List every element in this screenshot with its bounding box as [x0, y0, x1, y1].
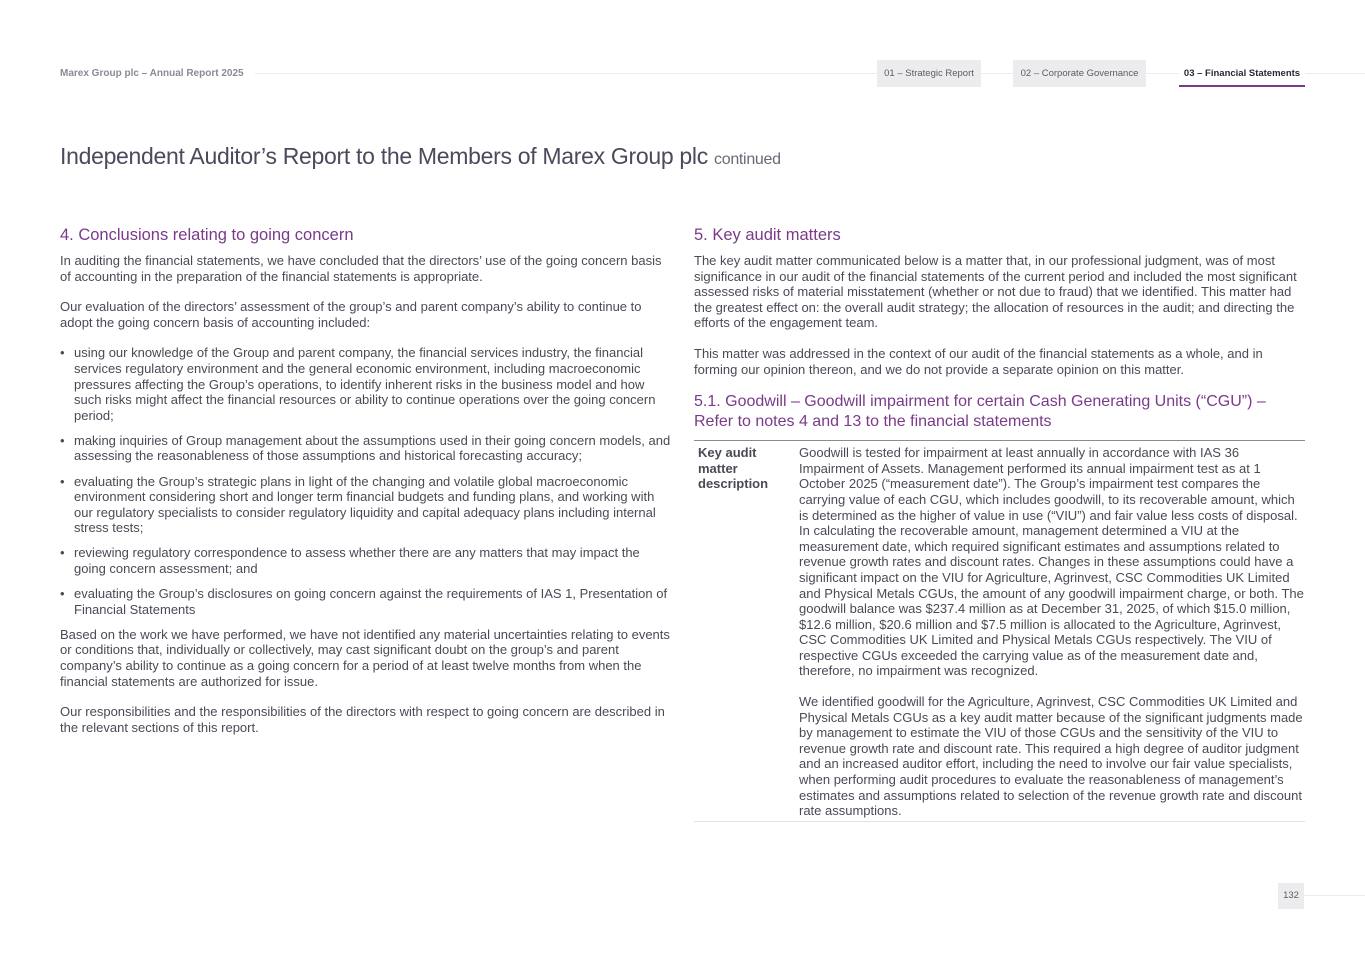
key-audit-matter-table — [694, 440, 1305, 822]
list-item: • evaluating the Group’s strategic plans in light of the changing and volatile global macroeconomic environment considering short and longer term financial budgets and funding plans, and working with our regulatory specialists to consider regulatory liquidity and capital adequacy plans including internal stress tests; — [60, 474, 672, 536]
kam-description — [799, 445, 1305, 819]
paragraph: Goodwill is tested for impairment at least annually in accordance with IAS 36 Impairment of Assets. Management performed its annual impairment test as at 1 October 2025 (“measurement date”). The Group’s impairment test compares the carrying value of each CGU, which includes goodwill, to its recoverable amount, which is determined as the higher of value in use (“VIU”) and fair value less costs of disposal. In calculating the recoverable amount, management determined a VIU at the measurement date, which required significant estimates and assumptions related to revenue growth rates and discount rates. Changes in these assumptions could have a significant impact on the VIU for Agriculture, Agrinvest, CSC Commodities UK Limited and Physical Metals CGUs, the amount of any goodwill impairment charge, or both. The goodwill balance was $237.4 million as at December 31, 2025, of which $15.0 million, $12.6 million, $20.6 million and $7.5 million is allocated to the Agriculture, Agrinvest, CSC Commodities UK Limited and Physical Metals CGUs respectively. The VIU of respective CGUs exceeded the carrying value as of the measurement date and, therefore, no impairment was recognized. — [799, 445, 1304, 679]
paragraph: Based on the work we have performed, we have not identified any material uncertainties relating to events or conditions that, individually or collectively, may cast significant doubt on the group’s and parent company’s ability to continue as a going concern for a period of at least twelve months from when the financial statements are authorized for issue. — [60, 626, 670, 689]
going-concern-heading: 4. Conclusions relating to going concern — [60, 226, 354, 244]
tab-strategic-report[interactable]: 01 – Strategic Report — [877, 60, 981, 87]
key-audit-matters-heading: 5. Key audit matters — [694, 226, 841, 244]
paragraph: In auditing the financial statements, we have concluded that the directors’ use of the going concern basis of accounting in the preparation of the financial statements is appropriate. — [60, 253, 662, 284]
bullet-list — [60, 345, 672, 617]
page-title-main: Independent Auditor’s Report to the Members of Marex Group plc — [60, 143, 708, 169]
list-item: • reviewing regulatory correspondence to assess whether there are any matters that may impact the going concern assessment; and — [60, 545, 672, 576]
list-item: • making inquiries of Group management about the assumptions used in their going concern models, and assessing the reasonableness of those assumptions and historical forecasting accuracy; — [60, 433, 672, 464]
footer-rule — [1304, 895, 1365, 896]
kam-label: Key audit matter description — [698, 445, 769, 492]
goodwill-subheading: 5.1. Goodwill – Goodwill impairment for certain Cash Generating Units (“CGU”) – Refer to notes 4 and 13 to the financial statements — [694, 393, 1266, 430]
list-item: • using our knowledge of the Group and parent company, the financial services industry, the financial services regulatory environment and the general economic environment, including macroeconomic pressures affecting the Group’s operations, to identify inherent risks in the business model and how such risks might affect the financial resources or ability to continue operations over the going concern period; — [60, 345, 672, 423]
list-item: • evaluating the Group’s disclosures on going concern against the requirements of IAS 1, Presentation of Financial Statements — [60, 586, 672, 617]
page-title-continued: continued — [714, 151, 781, 168]
paragraph: Our evaluation of the directors’ assessment of the group’s and parent company’s ability to continue to adopt the going concern basis of accounting included: — [60, 299, 642, 330]
paragraph: This matter was addressed in the context of our audit of the financial statements as a whole, and in forming our opinion thereon, and we do not provide a separate opinion on this matter. — [694, 345, 1263, 377]
report-name: Marex Group plc – Annual Report 2025 — [60, 68, 252, 79]
paragraph: The key audit matter communicated below is a matter that, in our professional judgment, was of most significance in our audit of the financial statements of the current period and included the most significant assessed risks of material misstatement (whether or not due to fraud) that we identified. This matter had the greatest effect on: the overall audit strategy; the allocation of resources in the audit; and directing the efforts of the engagement team. — [694, 253, 1297, 331]
paragraph: We identified goodwill for the Agriculture, Agrinvest, CSC Commodities UK Limited and Physical Metals CGUs as a key audit matter because of the significant judgments made by management to estimate the VIU of those CGUs and the sensitivity of the VIU to revenue growth rate and discount rate. This required a high degree of auditor judgment and an increased auditor effort, including the need to involve our fair value specialists, when performing audit procedures to evaluate the reasonableness of management’s estimates and assumptions related to selection of the revenue growth rate and discount rate assumptions. — [799, 694, 1303, 819]
paragraph: Our responsibilities and the responsibilities of the directors with respect to going concern are described in the relevant sections of this report. — [60, 704, 665, 735]
tab-corporate-governance[interactable]: 02 – Corporate Governance — [1013, 60, 1146, 87]
left-column — [60, 226, 672, 750]
page-number: 132 — [1278, 883, 1304, 909]
tab-financial-statements[interactable]: 03 – Financial Statements — [1179, 60, 1305, 87]
right-column — [694, 226, 1305, 822]
page-title — [60, 143, 781, 170]
